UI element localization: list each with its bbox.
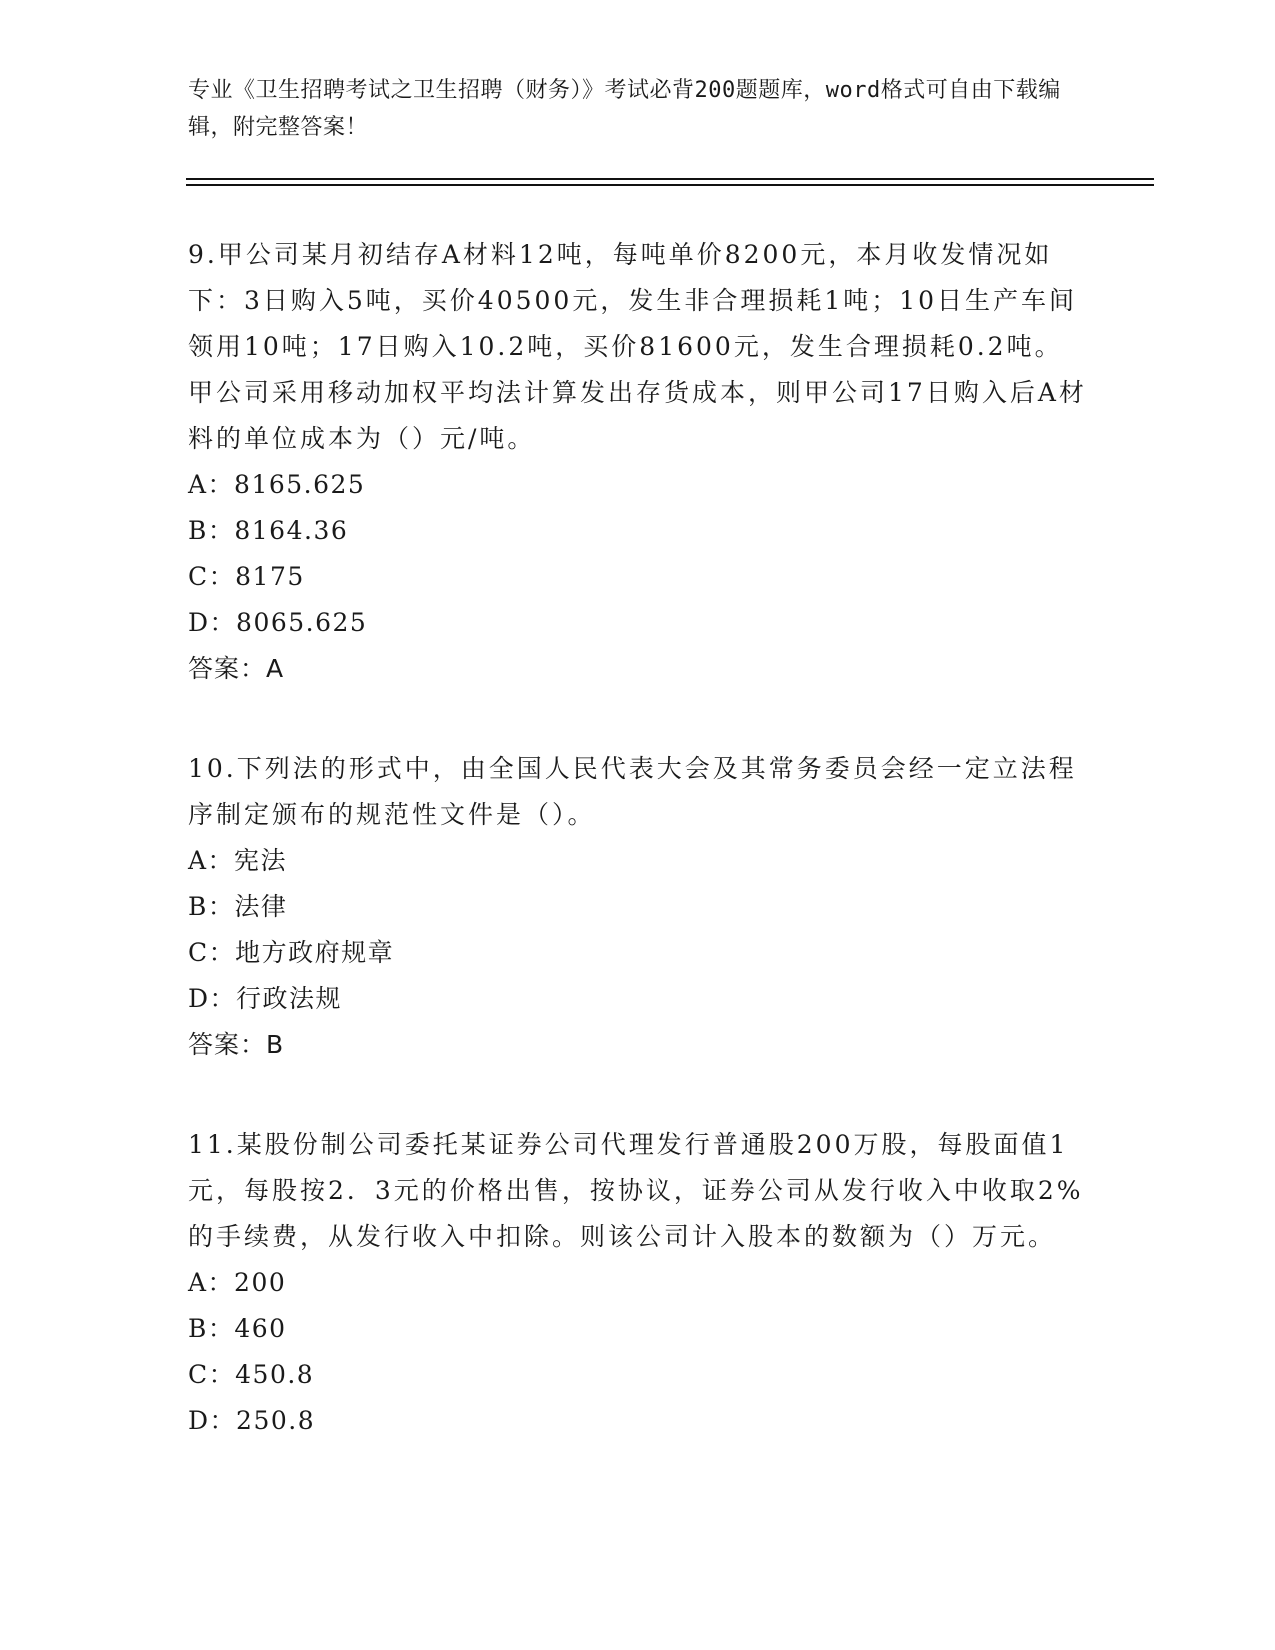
option-b: B：460 <box>188 1314 287 1343</box>
option-d: D：8065.625 <box>188 608 368 637</box>
option-d: D：250.8 <box>188 1406 316 1435</box>
header-rule-top <box>186 178 1154 180</box>
option-a: A：200 <box>188 1268 287 1297</box>
question-list <box>188 232 1088 1498</box>
option-c: C：8175 <box>188 562 305 591</box>
option-b: B：8164.36 <box>188 516 349 545</box>
question-10 <box>188 746 1088 1068</box>
question-text: 10.下列法的形式中，由全国人民代表大会及其常务委员会经一定立法程序制定颁布的规范性文件是（）。 <box>188 754 1077 829</box>
option-d: D：行政法规 <box>188 984 343 1013</box>
answer: 答案：A <box>188 654 285 683</box>
option-c: C：地方政府规章 <box>188 938 395 967</box>
document-header: 专业《卫生招聘考试之卫生招聘（财务）》考试必背200题题库，word格式可自由下载编辑，附完整答案！ <box>188 78 1061 140</box>
option-b: B：法律 <box>188 892 288 921</box>
option-c: C：450.8 <box>188 1360 315 1389</box>
header-rule-bottom <box>186 184 1154 186</box>
option-a: A：宪法 <box>188 846 288 875</box>
question-text: 11.某股份制公司委托某证券公司代理发行普通股200万股，每股面值1元，每股按2．3元的价格出售，按协议，证券公司从发行收入中收取2%的手续费，从发行收入中扣除。则该公司计入股本的数额为（）万元。 <box>188 1130 1084 1251</box>
answer: 答案：B <box>188 1030 285 1059</box>
option-a: A：8165.625 <box>188 470 366 499</box>
question-11 <box>188 1122 1088 1444</box>
question-9 <box>188 232 1088 692</box>
question-text: 9.甲公司某月初结存A材料12吨，每吨单价8200元，本月收发情况如下：3日购入5吨，买价40500元，发生非合理损耗1吨；10日生产车间领用10吨；17日购入10.2吨，买价81600元，发生合理损耗0.2吨。甲公司采用移动加权平均法计算发出存货成本，则甲公司17日购入后A材料的单位成本为（）元/吨。 <box>188 240 1087 453</box>
